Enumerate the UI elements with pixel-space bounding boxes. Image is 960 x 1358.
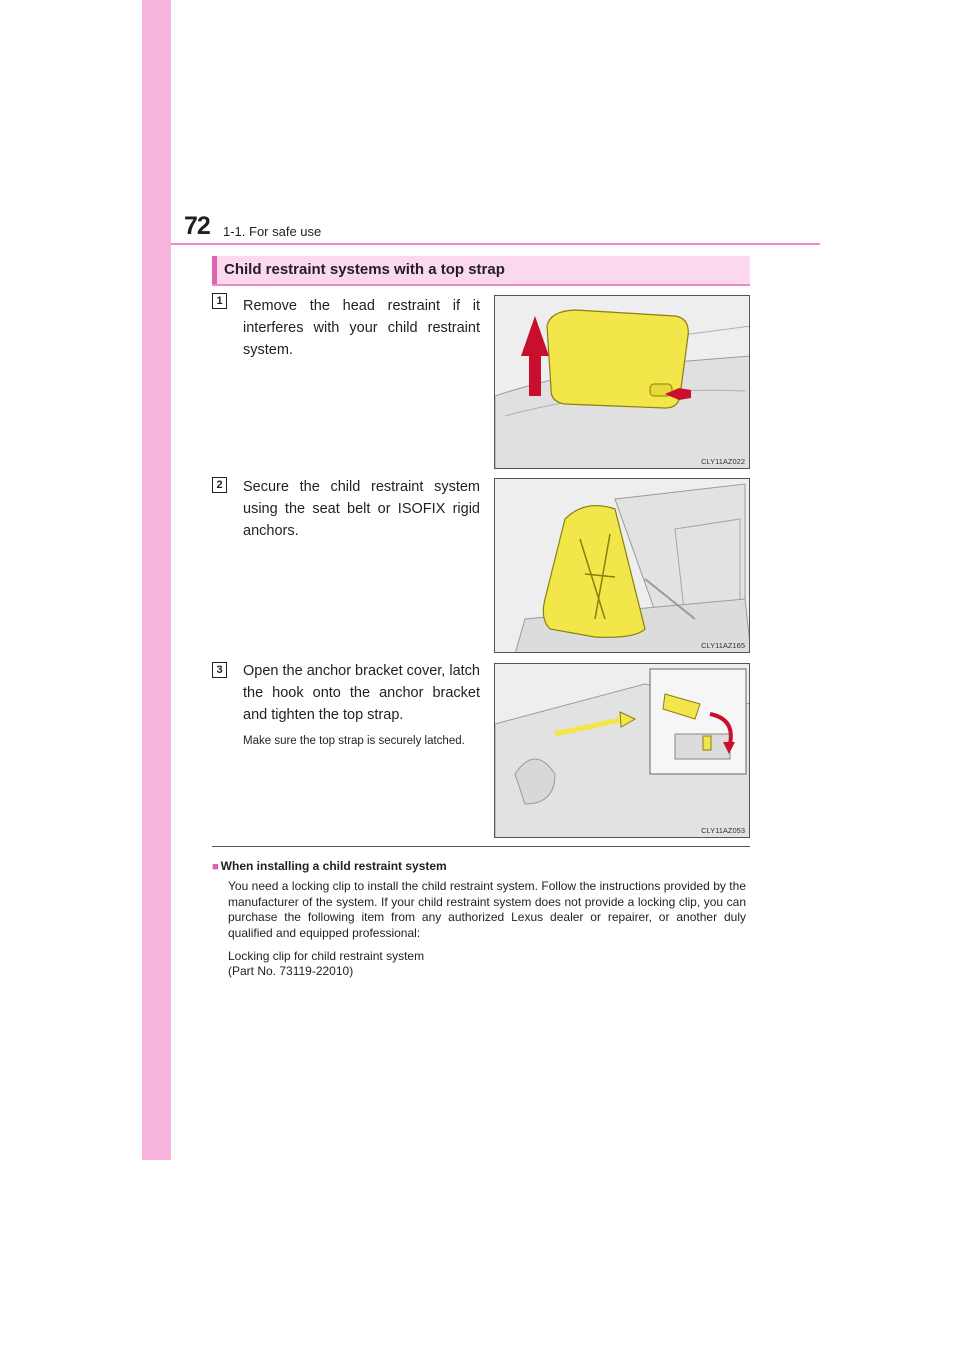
side-tab: [142, 0, 171, 1160]
section-heading: [212, 256, 750, 286]
step-text-2: Secure the child restraint system using the seat belt or ISOFIX rigid anchors.: [243, 479, 480, 539]
step-text-3: Open the anchor bracket cover, latch the hook onto the anchor bracket and tighten the top strap.: [243, 663, 480, 723]
figure-anchor-bracket: [494, 663, 750, 838]
step-number-2: 2: [212, 477, 227, 493]
figure-code-1: CLY11AZ022: [701, 457, 745, 466]
section-divider: [212, 846, 750, 847]
anchor-bracket-illustration: [495, 664, 750, 838]
figure-child-seat: [494, 478, 750, 653]
section-label: 1-1. For safe use: [223, 224, 322, 239]
page-number: 72: [184, 212, 210, 240]
heading-accent-bar: [212, 256, 217, 284]
child-seat-illustration: [495, 479, 750, 653]
info-item-line-2: (Part No. 73119-22010): [228, 964, 354, 978]
figure-head-restraint: [494, 295, 750, 469]
step-number-3: 3: [212, 662, 227, 678]
info-item-line-1: Locking clip for child restraint system: [228, 949, 425, 963]
head-restraint-illustration: [495, 296, 750, 469]
figure-code-3: CLY11AZ053: [701, 826, 745, 835]
header-rule: [171, 243, 820, 245]
step-text-1: Remove the head restraint if it interferes with your child restraint system.: [243, 298, 480, 358]
info-title: When installing a child restraint system: [220, 859, 447, 873]
info-body: You need a locking clip to install the child restraint system. Follow the instructions provided by the manufacturer of the system. If your child restraint system does not provide a locking clip, you can purchase the following item from any authorized Lexus dealer or repairer, or another duly qualified and equipped professional:: [228, 879, 746, 940]
step-note-3: Make sure the top strap is securely latched.: [243, 735, 465, 747]
square-bullet-icon: ■: [212, 861, 219, 873]
section-heading-text: Child restraint systems with a top strap: [224, 261, 505, 278]
info-heading: [212, 859, 447, 873]
step-number-1: 1: [212, 293, 227, 309]
figure-code-2: CLY11AZ165: [701, 641, 745, 650]
